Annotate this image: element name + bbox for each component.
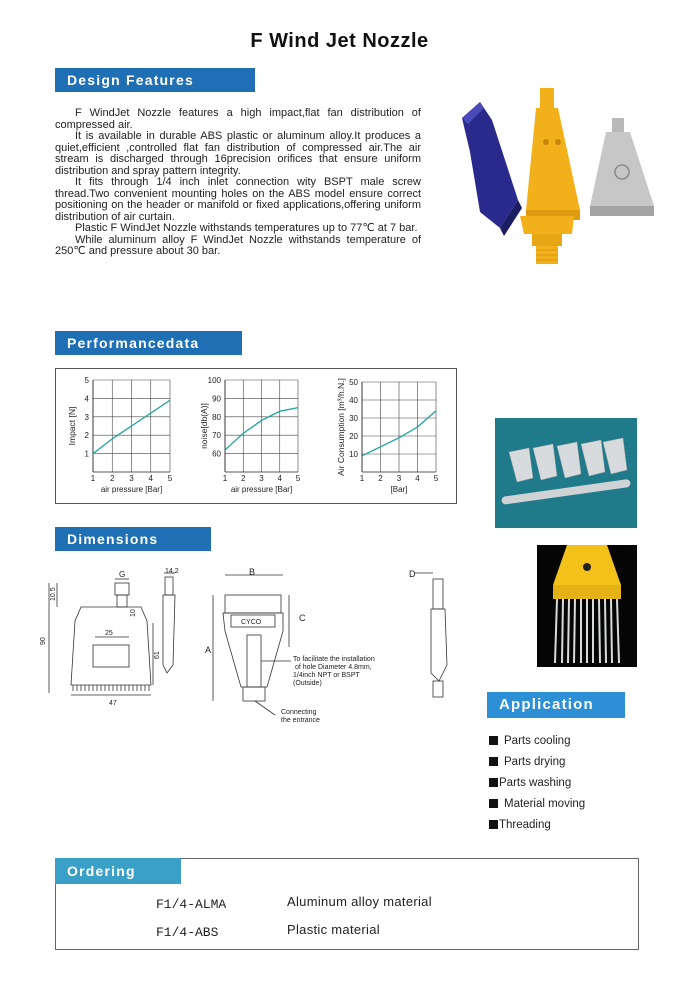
x-tick-label: 4 xyxy=(415,474,420,483)
dim-label-g: G xyxy=(119,570,126,579)
aluminum-nozzle-image xyxy=(590,118,654,216)
dimensions-heading: Dimensions xyxy=(55,527,211,551)
dim-label-10: 10 xyxy=(130,609,137,617)
order-code: F1/4-ABS xyxy=(156,925,219,940)
cyco-brand-label: CYCO xyxy=(241,619,262,626)
application-item: Parts washing xyxy=(489,772,639,793)
dim-label-61: 61 xyxy=(154,651,161,659)
y-tick-label: 20 xyxy=(349,432,358,441)
y-tick-label: 4 xyxy=(84,394,89,404)
dim-label-90: 90 xyxy=(40,637,47,645)
x-tick-label: 3 xyxy=(129,474,134,483)
yellow-fitting-image xyxy=(520,216,574,264)
y-tick-label: 30 xyxy=(349,414,358,423)
x-tick-label: 5 xyxy=(295,474,301,483)
dim-note-line1: To facilitate the installation xyxy=(293,656,375,663)
design-paragraph: While aluminum alloy F WindJet Nozzle withstands temperature of 250℃ and pressure about 30 bar. xyxy=(55,233,421,257)
design-features-heading: Design Features xyxy=(55,68,255,92)
y-tick-label: 70 xyxy=(212,431,221,441)
dim-note-line3: 1/4inch NPT or BSPT xyxy=(293,672,360,679)
design-features-text xyxy=(55,108,421,258)
y-tick-label: 60 xyxy=(212,449,221,459)
dim-label-d: D xyxy=(409,569,416,579)
dim-note-line4: (Outside) xyxy=(293,680,322,687)
dim-label-14-2: 14.2 xyxy=(165,568,179,575)
y-tick-label: 40 xyxy=(349,396,358,405)
bullet-square-icon xyxy=(489,778,498,787)
x-axis-label: air pressure [Bar] xyxy=(100,485,163,494)
y-axis-label: Impact [N] xyxy=(67,406,77,446)
y-tick-label: 1 xyxy=(84,449,89,459)
dim-label-c: C xyxy=(299,613,306,623)
yellow-nozzle-closeup-photo xyxy=(537,545,637,667)
y-axis-label: noise[db(A)] xyxy=(199,403,209,449)
x-tick-label: 4 xyxy=(148,474,153,483)
y-axis-label: Air Consumption [m³/h.N.] xyxy=(336,378,346,476)
order-code: F1/4-ALMA xyxy=(156,897,227,912)
yellow-nozzle-image xyxy=(526,88,580,220)
dim-connect-line1: Connecting xyxy=(281,709,317,716)
page-title: F Wind Jet Nozzle xyxy=(250,30,429,52)
x-tick-label: 2 xyxy=(110,474,115,483)
x-axis-label: [Bar] xyxy=(390,485,408,494)
x-tick-label: 5 xyxy=(167,474,173,483)
ordering-info-heading: Ordering info xyxy=(55,858,181,884)
performance-charts xyxy=(55,368,455,502)
blue-nozzle-image xyxy=(462,102,522,236)
order-description: Plastic material xyxy=(287,922,380,937)
y-tick-label: 100 xyxy=(207,376,221,385)
x-tick-label: 3 xyxy=(259,474,264,483)
design-paragraph: It fits through 1/4 inch inlet connection wity BSPT male screw thread.Two convenient mounting holes on the ABS model ensure correct positioning on the header or manifold or fixed applications,offering uniform distribution of air curtain. xyxy=(55,176,421,223)
y-tick-label: 2 xyxy=(84,431,89,441)
dim-label-47: 47 xyxy=(109,700,117,707)
application-heading: Application xyxy=(487,692,625,718)
bullet-square-icon xyxy=(489,736,498,745)
x-tick-label: 4 xyxy=(277,474,282,483)
y-tick-label: 5 xyxy=(84,376,89,385)
dim-label-a: A xyxy=(205,645,212,655)
x-tick-label: 1 xyxy=(359,474,365,483)
application-list xyxy=(489,730,639,835)
bullet-square-icon xyxy=(489,757,498,766)
application-item: Parts cooling xyxy=(489,730,639,751)
application-item: Threading xyxy=(489,814,639,835)
y-tick-label: 80 xyxy=(212,412,221,422)
bullet-square-icon xyxy=(489,799,498,808)
application-item: Parts drying xyxy=(489,751,639,772)
x-tick-label: 2 xyxy=(378,474,383,483)
order-description: Aluminum alloy material xyxy=(287,894,432,909)
x-tick-label: 3 xyxy=(396,474,402,483)
bullet-square-icon xyxy=(489,820,498,829)
x-tick-label: 2 xyxy=(241,474,246,483)
y-tick-label: 3 xyxy=(84,412,89,422)
design-paragraph: Plastic F WindJet Nozzle withstands temperatures up to 77℃ at 7 bar. xyxy=(75,222,418,234)
application-item: Material moving xyxy=(489,793,639,814)
y-tick-label: 10 xyxy=(349,450,358,459)
performance-data-heading: Performancedata xyxy=(55,331,242,355)
y-tick-label: 50 xyxy=(349,378,358,387)
manifold-photo xyxy=(495,418,637,528)
nozzle-product-photo xyxy=(440,80,660,280)
dim-label-25: 25 xyxy=(105,630,113,637)
x-tick-label: 5 xyxy=(433,474,439,483)
design-paragraph: F WindJet Nozzle features a high impact,flat fan distribution of compressed air. xyxy=(55,107,421,131)
x-tick-label: 1 xyxy=(90,474,96,483)
dim-label-b: B xyxy=(249,567,256,577)
dim-label-10-5: 10.5 xyxy=(50,587,57,601)
x-tick-label: 1 xyxy=(222,474,228,483)
dim-note-line2: of hole Diameter 4.8mm, xyxy=(295,664,372,671)
dim-connect-line2: the entrance xyxy=(281,717,320,724)
x-axis-label: air pressure [Bar] xyxy=(230,485,293,494)
dimensions-drawing xyxy=(35,565,455,730)
design-paragraph: It is available in durable ABS plastic or aluminum alloy.It produces a quiet,efficient ,controlled flat fan distribution of compressed air.The air stream is discharged through 16precision orifices that ensure uniform distribution and spray pattern integrity. xyxy=(55,130,421,177)
y-tick-label: 90 xyxy=(212,394,221,404)
